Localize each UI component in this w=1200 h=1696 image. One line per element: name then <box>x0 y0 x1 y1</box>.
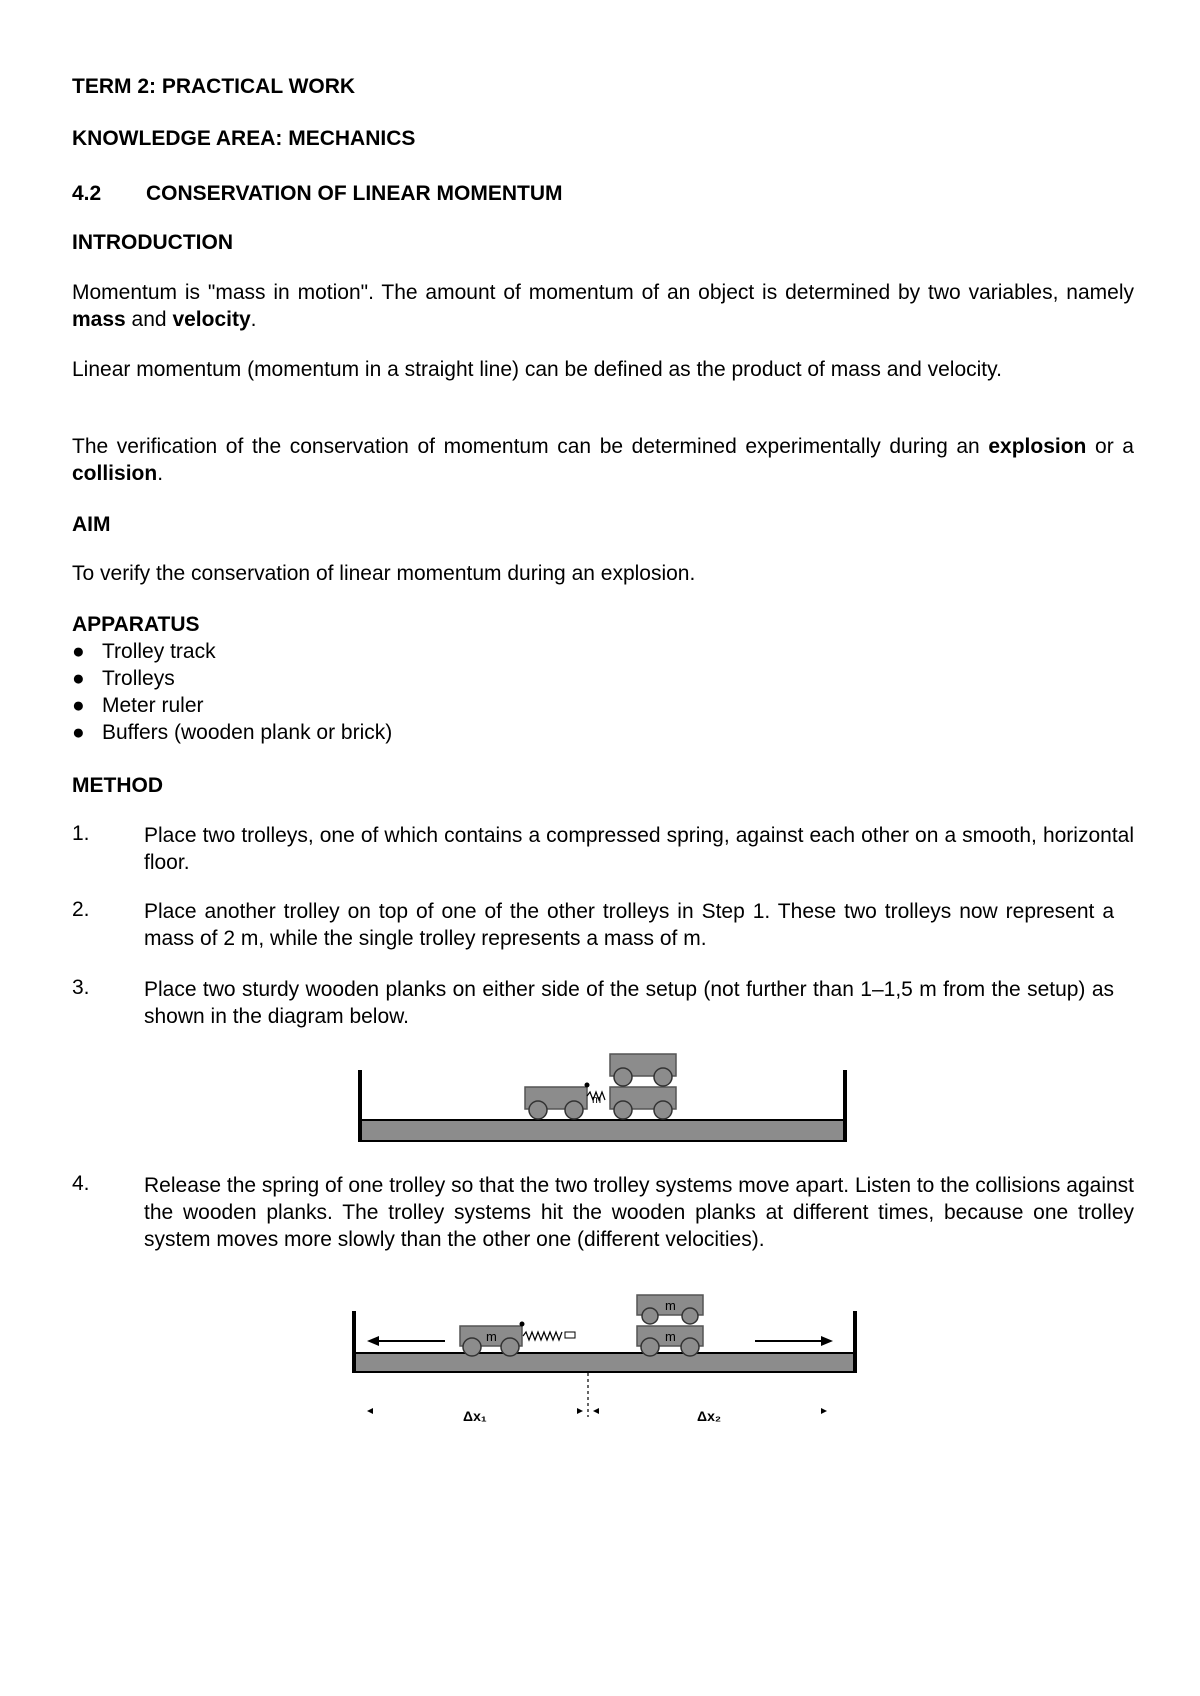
bullet-icon: ● <box>72 721 85 744</box>
left-plank <box>352 1311 356 1373</box>
intro-p3-text: The verification of the conservation of momentum can be determined experimentally during an <box>72 435 989 458</box>
apparatus-item: Meter ruler <box>102 694 204 717</box>
track <box>360 1120 845 1141</box>
dx1-right-arrowhead <box>577 1408 583 1414</box>
dx1-label: Δx₁ <box>463 1408 487 1424</box>
apparatus-item: Trolley track <box>102 640 216 663</box>
step-number: 2. <box>72 898 90 921</box>
spring-icon <box>523 1332 562 1340</box>
intro-p1-end: . <box>250 308 257 331</box>
explosion-diagram <box>345 1285 865 1435</box>
bullet-icon: ● <box>72 667 85 690</box>
step-text: Place two sturdy wooden planks on either side of the setup (not further than 1–1,5 m from the setup) as shown in the diagram below. <box>144 978 1114 1028</box>
intro-p3-collision: collision <box>72 462 158 485</box>
term-heading: TERM 2: PRACTICAL WORK <box>72 75 356 98</box>
dx2-left-arrowhead <box>593 1408 599 1414</box>
introduction-heading: INTRODUCTION <box>72 231 233 254</box>
stacked-trolleys <box>610 1054 676 1119</box>
top-trolley-mass-label: m <box>665 1298 676 1313</box>
intro-p3-explosion: explosion <box>988 435 1087 458</box>
intro-paragraph-2: Linear momentum (momentum in a straight line) can be defined as the product of mass and velocity. <box>72 358 1002 381</box>
track <box>355 1353 855 1372</box>
step-number: 1. <box>72 822 90 845</box>
apparatus-item: Buffers (wooden plank or brick) <box>102 721 393 744</box>
intro-p1-and: and <box>125 308 173 331</box>
left-trolley-mass-label: m <box>486 1329 497 1344</box>
section-title: CONSERVATION OF LINEAR MOMENTUM <box>146 182 563 205</box>
intro-paragraph-3 <box>72 433 1134 487</box>
apparatus-item: Trolleys <box>102 667 175 690</box>
step-number: 3. <box>72 976 90 999</box>
step-number: 4. <box>72 1172 90 1195</box>
aim-heading: AIM <box>72 513 111 536</box>
spring-end <box>565 1332 575 1338</box>
left-arrow <box>367 1336 445 1346</box>
step-text: Place two trolleys, one of which contains a compressed spring, against each other on a smooth, horizontal floor. <box>144 824 1134 874</box>
apparatus-list <box>72 638 1134 746</box>
list-item <box>72 692 1134 719</box>
dx2-right-arrowhead <box>821 1408 827 1414</box>
knowledge-area-heading: KNOWLEDGE AREA: MECHANICS <box>72 127 416 150</box>
dx2-label: Δx₂ <box>697 1408 722 1424</box>
spring-trolley <box>525 1083 590 1120</box>
intro-p1-velocity: velocity <box>172 308 251 331</box>
bottom-trolley-mass-label: m <box>665 1329 676 1344</box>
apparatus-heading: APPARATUS <box>72 613 200 636</box>
list-item <box>72 665 1134 692</box>
dx1-left-arrowhead <box>367 1408 373 1414</box>
right-plank <box>853 1311 857 1373</box>
left-plank <box>358 1070 362 1142</box>
step-text: Place another trolley on top of one of the other trolleys in Step 1. These two trolleys now represent a mass of 2 m, while the single trolley represents a mass of m. <box>144 900 1114 950</box>
diagram1-mass-label: m <box>592 1094 602 1106</box>
intro-p3-or: or a <box>1086 435 1134 458</box>
intro-p1-text: Momentum is "mass in motion". The amount of momentum of an object is determined by two variables, namely <box>72 281 1134 304</box>
intro-p3-end: . <box>157 462 164 485</box>
right-arrow <box>755 1336 833 1346</box>
intro-paragraph-1 <box>72 279 1134 333</box>
right-plank <box>843 1070 847 1142</box>
list-item <box>72 719 1134 746</box>
step-text: Release the spring of one trolley so that the two trolley systems move apart. Listen to the collisions against the wooden planks. The trolley systems hit the wooden planks at different times, because one trolley system moves more slowly than the other one (different velocities). <box>144 1174 1134 1251</box>
method-heading: METHOD <box>72 774 163 797</box>
list-item <box>72 638 1134 665</box>
setup-diagram <box>355 1050 855 1150</box>
bullet-icon: ● <box>72 640 85 663</box>
aim-text: To verify the conservation of linear momentum during an explosion. <box>72 562 696 585</box>
bullet-icon: ● <box>72 694 85 717</box>
section-number: 4.2 <box>72 182 102 205</box>
section-heading <box>72 181 1134 207</box>
intro-p1-mass: mass <box>72 308 126 331</box>
